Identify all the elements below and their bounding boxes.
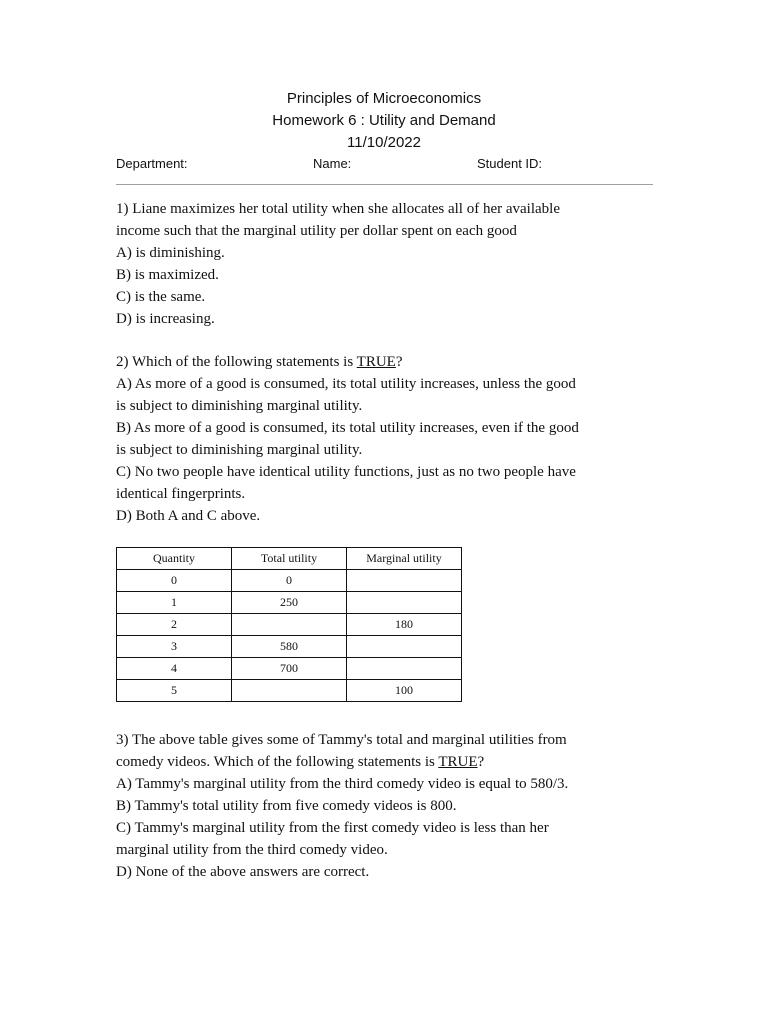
question-2-stem-text: 2) Which of the following statements is (116, 354, 357, 370)
homework-title: Homework 6 : Utility and Demand (272, 112, 496, 129)
question-1-option-b: B) is maximized. (116, 267, 219, 283)
table-cell-total-utility: 0 (232, 570, 347, 592)
question-1-option-c: C) is the same. (116, 289, 206, 305)
table-header-row (117, 548, 462, 570)
table-cell-marginal-utility (347, 636, 462, 658)
student-id-label: Student ID: (477, 156, 543, 171)
question-3-option-c-line-2: marginal utility from the third comedy video. (116, 842, 388, 858)
question-2-option-a-line-2: is subject to diminishing marginal utility. (116, 398, 363, 414)
question-1-option-d: D) is increasing. (116, 311, 215, 327)
course-title: Principles of Microeconomics (286, 90, 482, 107)
question-2-stem-end: ? (395, 354, 403, 370)
question-3-stem-line-2 (116, 751, 656, 773)
question-2-stem-emphasis: TRUE (356, 354, 396, 370)
question-3-stem-text: comedy videos. Which of the following statements is (116, 754, 439, 770)
table-cell-marginal-utility (347, 658, 462, 680)
question-3-option-d: D) None of the above answers are correct. (116, 864, 370, 880)
question-3-stem-line-1: 3) The above table gives some of Tammy's total and marginal utilities from (116, 732, 567, 748)
header-divider (116, 184, 653, 185)
homework-date: 11/10/2022 (347, 134, 421, 151)
table-header-marginal-utility: Marginal utility (347, 548, 462, 570)
table-row (117, 658, 462, 680)
table-cell-total-utility: 580 (232, 636, 347, 658)
question-2 (116, 351, 656, 527)
table-cell-total-utility: 700 (232, 658, 347, 680)
table-cell-marginal-utility (347, 570, 462, 592)
table-cell-marginal-utility (347, 592, 462, 614)
utility-table (116, 547, 462, 702)
question-1-option-a: A) is diminishing. (116, 245, 225, 261)
table-row (117, 570, 462, 592)
table-row (117, 614, 462, 636)
question-1 (116, 198, 656, 330)
question-3 (116, 729, 656, 883)
question-3-stem-end: ? (477, 754, 485, 770)
question-2-option-d: D) Both A and C above. (116, 508, 261, 524)
department-label: Department: (116, 156, 188, 171)
question-3-option-b: B) Tammy's total utility from five comedy videos is 800. (116, 798, 457, 814)
table-cell-marginal-utility: 100 (347, 680, 462, 702)
name-label: Name: (313, 156, 352, 171)
table-cell-total-utility: 250 (232, 592, 347, 614)
table-cell-quantity: 1 (117, 592, 232, 614)
question-2-option-c-line-1: C) No two people have identical utility functions, just as no two people have (116, 464, 576, 480)
table-header-quantity: Quantity (117, 548, 232, 570)
question-1-stem-line-1: 1) Liane maximizes her total utility when she allocates all of her available (116, 201, 561, 217)
table-row (117, 592, 462, 614)
table-cell-marginal-utility: 180 (347, 614, 462, 636)
question-2-stem (116, 351, 656, 373)
table-cell-quantity: 2 (117, 614, 232, 636)
question-3-option-a: A) Tammy's marginal utility from the third comedy video is equal to 580/3. (116, 776, 569, 792)
table-cell-quantity: 4 (117, 658, 232, 680)
table-cell-quantity: 5 (117, 680, 232, 702)
table-row (117, 636, 462, 658)
question-2-option-a-line-1: A) As more of a good is consumed, its total utility increases, unless the good (116, 376, 576, 392)
table-header-total-utility: Total utility (232, 548, 347, 570)
question-1-stem-line-2: income such that the marginal utility per dollar spent on each good (116, 223, 517, 239)
question-2-option-c-line-2: identical fingerprints. (116, 486, 246, 502)
question-2-option-b-line-1: B) As more of a good is consumed, its total utility increases, even if the good (116, 420, 579, 436)
question-3-stem-emphasis: TRUE (438, 754, 478, 770)
table-cell-quantity: 3 (117, 636, 232, 658)
table-cell-total-utility (232, 614, 347, 636)
table-cell-quantity: 0 (117, 570, 232, 592)
question-3-option-c-line-1: C) Tammy's marginal utility from the first comedy video is less than her (116, 820, 549, 836)
question-2-option-b-line-2: is subject to diminishing marginal utility. (116, 442, 363, 458)
table-row (117, 680, 462, 702)
table-cell-total-utility (232, 680, 347, 702)
